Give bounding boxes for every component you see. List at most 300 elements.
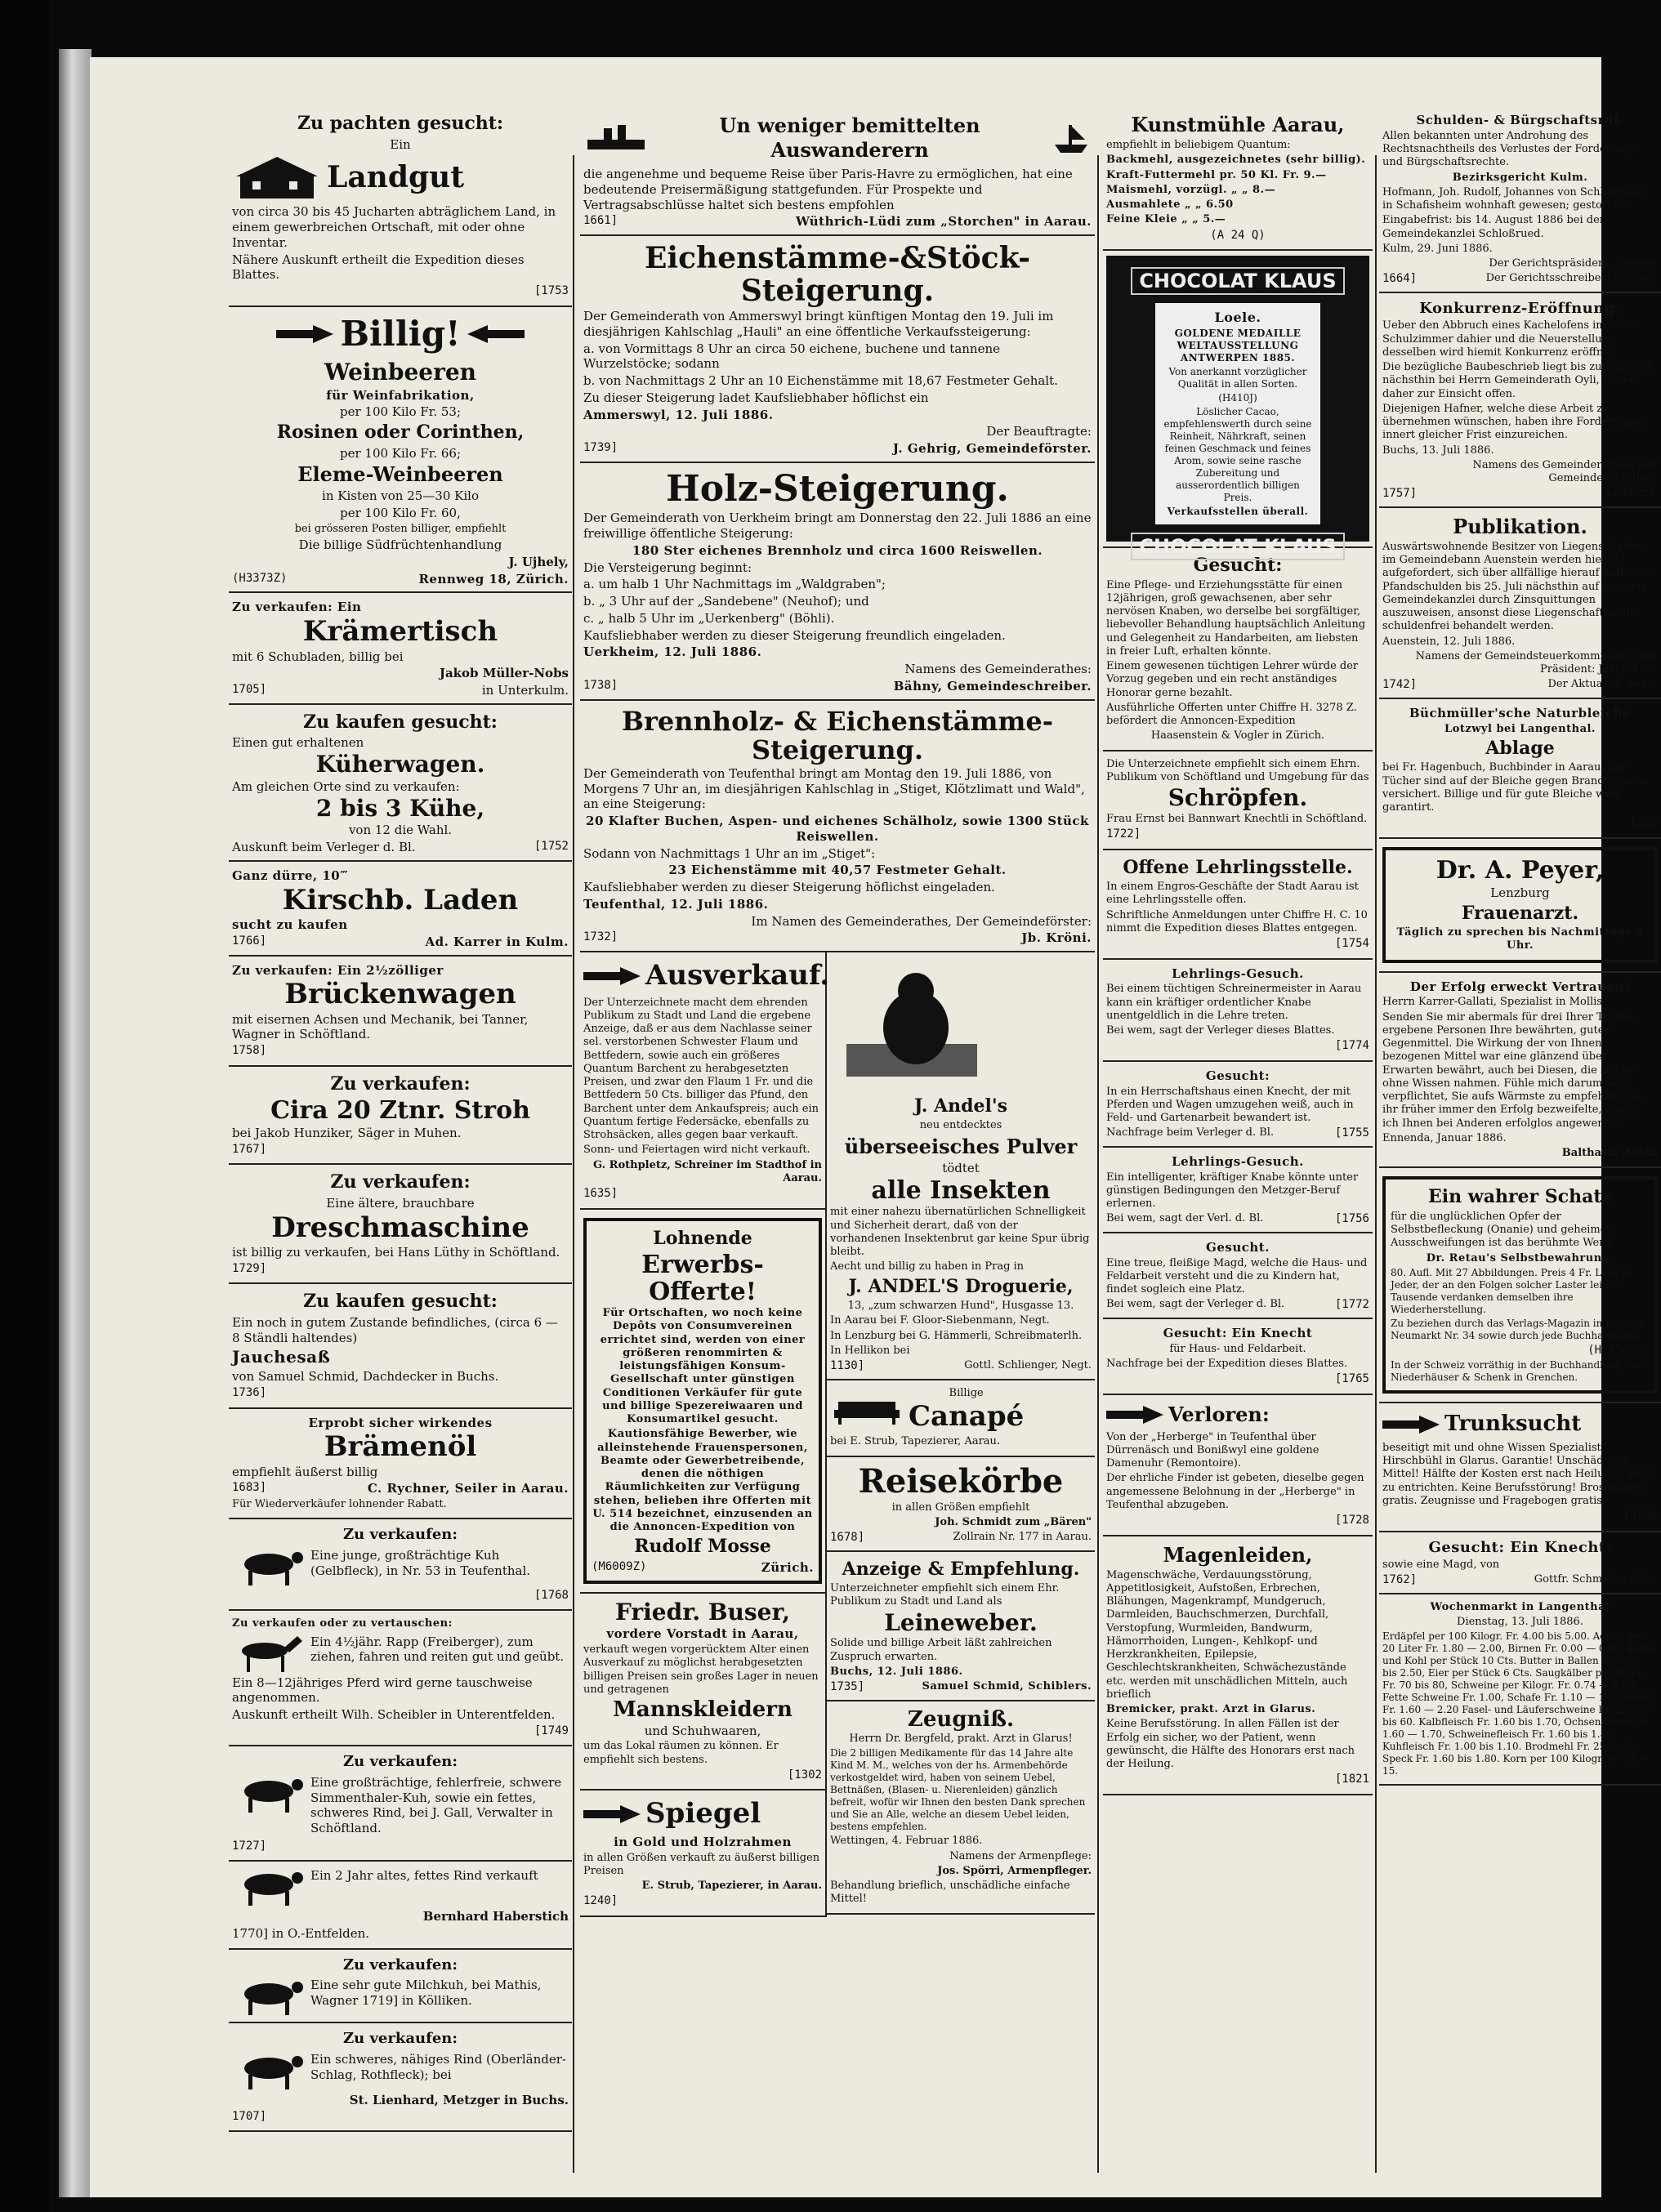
ad-signature: Bähny, Gemeindeschreiber.	[893, 678, 1092, 693]
brand-banner: CHOCOLAT KLAUS	[1131, 533, 1345, 560]
ad-peyer	[1379, 839, 1661, 973]
ad-body: Eine Pflege- und Erziehungsstätte für einen 12jährigen, groß gewachsenen, aber sehr nervösen Knaben, wo derselbe bei sorgfältiger, liebevoller Behandlung hauptsächlich Anleitung und Gelegenheit zu Handarbeiten, am liebsten in freier Luft, erhalten könnte.	[1106, 578, 1366, 658]
pointing-hand-right-icon	[583, 1805, 641, 1823]
ad-body: die angenehme und bequeme Reise über Paris-Havre zu ermöglichen, hat eine bedeutende Preisermäßigung stattgefunden. Für Prospekte und Vertragsabschlüsse haltet sich bestens empfohlen	[583, 167, 1073, 212]
pointing-hand-right-icon	[1382, 1416, 1440, 1434]
pointing-hand-right-icon	[1106, 1406, 1163, 1424]
ad-number: 1722]	[1106, 827, 1141, 841]
ad-body: Der Unterzeichnete macht dem ehrenden Publikum zu Stadt und Land die ergebene Anzeige, daß er aus dem Nachlasse seiner sel. verstorbenen Schwester Flaum und Bettfedern, sowie auch ein größeres Quantum Barchent zu herabgesetzten Preisen, und zwar den Flaum 1 Fr. und die Bettfedern 50 Cts. billiger das Pfund, den Barchent unter dem Ankaufspreis; auch ein Quantum fertige Federsäcke, ebenfalls zu Strohsäcken, alles gegen baar verkauft.	[583, 996, 819, 1142]
ad-code: (H3373Z)	[232, 571, 288, 585]
cow-icon	[232, 1546, 306, 1587]
ad-line: Billige	[949, 1386, 984, 1399]
ad-signature: G. Rothpletz, Schreiner im Stadthof in Aarau.	[592, 1158, 822, 1184]
ad-number: [1768	[534, 1588, 569, 1602]
ad-number: 1762]	[1382, 1573, 1418, 1587]
ad-heading: Zu verkaufen:	[342, 1753, 458, 1771]
dog-illustration-icon	[830, 962, 993, 1085]
column-rule	[1375, 155, 1377, 2173]
ad-number: 1683]	[232, 1481, 267, 1495]
ad-heading: Erprobt sicher wirkendes	[308, 1415, 493, 1430]
ad-signature: Bernhard Haberstich	[422, 1909, 569, 1924]
column-2-left	[580, 952, 830, 1917]
ad-buser	[580, 1594, 825, 1791]
ad-body: Ein schweres, nähiges Rind (Oberländer-Schlag, Rothfleck); bei	[310, 2051, 566, 2082]
ad-number: [1756	[1334, 1212, 1369, 1226]
ad-date: Kulm, 29. Juni 1886.	[1382, 242, 1493, 255]
ad-note: Nachfrage bei der Expedition dieses Blattes.	[1106, 1357, 1348, 1370]
ad-heading: Zu pachten gesucht:	[297, 113, 503, 134]
ad-canape	[827, 1380, 1095, 1457]
book-title: Dr. Retau's Selbstbewahrung.	[1426, 1251, 1614, 1264]
ad-body: beseitigt mit und ohne Wissen Spezialist Hirschbühl in Glarus. Garantie! Unschädliche Mittel! Hälfte der Kosten erst nach Heilung! Stets zu entrichten. Keine Berufsstörung! Broschüren gratis. Zeugnisse und Fragebogen gratis.	[1382, 1441, 1654, 1507]
ad-body: Ein 2 Jahr altes, fettes Rind verkauft	[310, 1868, 538, 1884]
ad-publikation	[1379, 508, 1661, 699]
ad-title: Landgut	[327, 160, 464, 195]
ad-body: In einem Engros-Geschäfte der Stadt Aarau ist eine Lehrlingsstelle offen.	[1106, 881, 1359, 907]
ad-title: Trunksucht	[1444, 1411, 1582, 1437]
ad-number: [1296	[1623, 1510, 1658, 1523]
ad-signature: Jakob Müller-Nobs	[439, 666, 569, 681]
ad-schuldenruf	[1379, 106, 1661, 293]
ad-signature: J. Gehrig, Gemeindeförster.	[892, 441, 1092, 457]
ad-title: Kunstmühle Aarau,	[1131, 113, 1345, 136]
ad-simmenthaler	[229, 1746, 572, 1862]
ad-body: Die Unterzeichnete empfiehlt sich einem Ehrn. Publikum von Schöftland und Umgebung für das	[1106, 757, 1369, 783]
ad-body: Diejenigen Hafner, welche diese Arbeit zu übernehmen wünschen, haben ihre Forderungen innert gleicher Frist einzureichen.	[1382, 402, 1647, 442]
ad-title: Brennholz- & Eichenstämme-Steigerung.	[622, 705, 1053, 765]
ad-line: Eleme-Weinbeeren	[297, 462, 503, 487]
ad-line: Mannskleidern	[613, 1697, 793, 1723]
ad-line: Feine Kleie „ „ 5.—	[1106, 213, 1226, 226]
column-2	[580, 106, 1095, 2165]
ad-note: Auskunft ertheilt Wilh. Scheibler in Unterentfelden.	[232, 1707, 556, 1723]
pointing-hand-left-icon	[467, 325, 525, 343]
ad-metzger-lehrling	[1103, 1148, 1373, 1233]
ad-date: Wettingen, 4. Februar 1886.	[830, 1835, 983, 1848]
ad-ausverkauf	[580, 952, 830, 1209]
ad-heading: Zu verkaufen:	[342, 1956, 458, 1973]
ad-role: Der Aktuar: F. Senn.	[1547, 678, 1658, 691]
ad-title: 2 bis 3 Kühe,	[315, 794, 485, 822]
ad-body: von Samuel Schmid, Dachdecker in Buchs.	[232, 1369, 499, 1385]
ad-note: Keine Berufsstörung. In allen Fällen ist der Erfolg ein sicher, wo der Patient, wenn gewünscht, die Hälfte des Honorars erst nach der Heilung.	[1106, 1718, 1355, 1771]
ad-brueckenwagen	[229, 957, 572, 1067]
ad-number: 1735]	[830, 1680, 865, 1694]
ad-line: 23 Eichenstämme mit 40,57 Festmeter Gehalt.	[668, 863, 1007, 878]
ad-signature: Haasenstein & Vogler in Zürich.	[1150, 729, 1325, 743]
ad-number: 1738]	[583, 678, 618, 692]
ad-role: Namens des Gemeinderathes: Der Gemeindeschreiber:	[1472, 458, 1658, 484]
ad-body: Senden Sie mir abermals für drei Ihrer Trunke ergebene Personen Ihre bewährten, guten Gegenmittel. Die Wirkung der von Ihnen bezogenen Mittel war eine glänzend über Erwarten bewährt, auch bei Diesen, die solche ohne Wissen nahmen. Fühle mich darum sehr verpflichtet, Sie aufs Wärmste zu empfehlen, als ihr früher immer den Erfolg bezweifelte, indem ich Ihnen bei Anderen erfolglos angewendet.	[1382, 1010, 1643, 1130]
ad-number: [1754	[1334, 937, 1369, 951]
pointing-hand-right-icon	[583, 967, 641, 985]
ad-signature: Jos. Spörri, Armenpfleger.	[937, 1864, 1092, 1877]
ad-number: 1635]	[583, 1187, 618, 1201]
ad-signature: Jb. Kröni.	[1021, 930, 1092, 946]
column-2-right	[827, 952, 1095, 1917]
ad-naturbleiche	[1379, 699, 1661, 839]
ad-gesucht-pflege	[1103, 548, 1373, 751]
ad-number: [1821	[1334, 1773, 1369, 1786]
ad-code: (M6009Z)	[592, 1559, 647, 1573]
ad-title: Canapé	[909, 1399, 1025, 1433]
ad-body: Eine treue, fleißige Magd, welche die Haus- und Feldarbeit versteht und die zu Kindern hat, findet sogleich eine Platz.	[1106, 1256, 1368, 1296]
ad-body: mit eisernen Achsen und Mechanik, bei Tanner, Wagner in Schöftland.	[232, 1011, 529, 1042]
brand-banner: CHOCOLAT KLAUS	[1131, 267, 1345, 295]
ad-body: Eine sehr gute Milchkuh, bei Mathis, Wagner 1719] in Kölliken.	[310, 1978, 542, 2009]
ad-braemenoel	[229, 1409, 572, 1520]
ad-dreschmaschine	[229, 1165, 572, 1284]
ad-number: [1772	[1334, 1298, 1369, 1312]
ad-line: überseeisches Pulver	[844, 1134, 1078, 1158]
ad-title: Schulden- & Bürgschaftsruf.	[1416, 113, 1624, 127]
ad-body: Erdäpfel per 100 Kilogr. Fr. 4.00 bis 5.00. Aepfel per 20 Liter Fr. 1.80 — 2.00, Birnen Fr. 0.00 — 0.00, Kabis und Kohl per Stück 10 Cts. Butter in Ballen Fr. 2.20 bis 2.50, Eier per Stück 6 Cts. Saugkälber per Stück Fr. 70 bis 80, Schweine per Kilogr. Fr. 0.74 — 0.80. Fette Schweine Fr. 1.00, Schafe Fr. 1.10 — 1.20 Ferkel Fr. 1.60 — 2.20 Fasel- und Läuferschweine Fr. 22 — 27 bis 60. Kalbfleisch Fr. 1.60 bis 1.70, Ochsenfleisch Fr. 1.60 — 1.70, Schweinefleisch Fr. 1.60 bis 1.80, Kuhfleisch Fr. 1.00 bis 1.10. Brodmehl Fr. 25 — 36. Speck Fr. 1.60 bis 1.80. Korn per 100 Kilogr. Fr. 14 — 15.	[1382, 1630, 1656, 1777]
ad-line: alle Insekten	[871, 1176, 1051, 1206]
ad-body: empfiehlt in beliebigem Quantum:	[1106, 139, 1291, 151]
ad-knecht-feldarbeit	[1103, 1319, 1373, 1395]
ad-note: Aecht und billig zu haben in Prag in	[830, 1260, 1025, 1273]
cow-icon	[232, 1976, 306, 2017]
ad-body: Kautionsfähige Bewerber, wie alleinstehende Frauenspersonen, Beamte oder Gewerbetreibende, denen die nöthigen Räumlichkeiten zur Verfügung stehen, belieben ihre Offerten mit U. 514 bezeichnet, einzusenden an die Annoncen-Expedition von	[592, 1428, 813, 1534]
cow-icon	[232, 1866, 306, 1907]
ad-brennholz	[580, 701, 1095, 953]
ad-signature: Gottfr. Schmid in Suhr.	[1534, 1573, 1658, 1586]
ad-heading: Zu verkaufen:	[342, 2030, 458, 2048]
ad-note: Kaufsliebhaber werden zu dieser Steigerung höflichst eingeladen.	[583, 880, 995, 895]
ad-body: mit 6 Schubladen, billig bei	[232, 649, 404, 664]
ad-subtitle: Lotzwyl bei Langenthal.	[1444, 722, 1596, 735]
column-4	[1379, 106, 1661, 2165]
ad-body: Ein intelligenter, kräftiger Knabe könnte unter günstigen Bedingungen den Metzger-Beruf erlernen.	[1106, 1171, 1359, 1211]
ad-number: [1302	[787, 1768, 822, 1782]
cow-icon	[232, 1773, 306, 1814]
ad-number: 1705]	[232, 683, 267, 697]
ad-body: Ein noch in gutem Zustande befindliches, (circa 6 — 8 Ständli haltendes)	[232, 1314, 558, 1345]
ad-heading: Zu verkaufen oder zu vertauschen:	[232, 1617, 453, 1630]
ad-title: Spiegel	[645, 1797, 761, 1831]
ad-signature: Bremicker, prakt. Arzt in Glarus.	[1106, 1703, 1316, 1716]
ad-title: Dreschmaschine	[271, 1211, 529, 1244]
ad-title: Lehrlings-Gesuch.	[1172, 1153, 1304, 1169]
ad-kunstmuehle	[1103, 106, 1373, 251]
ad-body: für die unglücklichen Opfer der Selbstbefleckung (Onanie) und geheimen Ausschweifungen ist das berühmte Werk:	[1391, 1210, 1614, 1250]
ad-number: 1661]	[583, 214, 618, 228]
ad-heading: Zu kaufen gesucht:	[303, 1291, 498, 1313]
ad-body: Herrn Dr. Bergfeld, prakt. Arzt in Glarus!	[849, 1733, 1073, 1746]
ad-holz-steigerung	[580, 463, 1095, 701]
ad-stroh	[229, 1067, 572, 1166]
ad-heading: Zu verkaufen:	[330, 1073, 471, 1095]
ad-lehrlings-gesuch	[1103, 960, 1373, 1062]
ad-body: Eingabefrist: bis 14. August 1886 bei der Gemeindekanzlei Schloßrued.	[1382, 214, 1605, 240]
ad-title: Jauchesaß	[232, 1347, 331, 1367]
ad-number: 1240]	[583, 1894, 618, 1908]
ad-note: Schriftliche Anmeldungen unter Chiffre H. C. 10 nimmt die Expedition dieses Blattes entgegen.	[1106, 908, 1368, 934]
ad-number: 1707]	[232, 2109, 267, 2123]
ad-signature: Balthasar Aebli.	[1561, 1147, 1658, 1159]
ad-note: Ausführliche Offerten unter Chiffre H. 3278 Z. befördert die Annoncen-Expedition	[1106, 701, 1357, 727]
ad-kuh	[229, 1519, 572, 1611]
column-rule	[1097, 155, 1099, 2173]
ad-title: Gesucht: Ein Knecht	[1163, 1325, 1313, 1340]
ad-chocolat-klaus	[1103, 251, 1373, 558]
ad-body: bei Fr. Hagenbuch, Buchbinder in Aarau. Die Tücher sind auf der Bleiche gegen Brandschaden versichert. Billige und für gute Bleiche wird garantirt.	[1382, 761, 1650, 814]
ad-line: per 100 Kilo Fr. 53;	[339, 404, 462, 420]
sofa-icon	[830, 1394, 904, 1426]
ad-title: Reisekörbe	[858, 1461, 1064, 1501]
ad-title: Lehrlings-Gesuch.	[1172, 966, 1304, 981]
ad-place: Lenzburg	[1490, 885, 1550, 900]
ad-line: 180 Ster eichenes Brennholz und circa 1600 Reiswellen.	[632, 542, 1043, 558]
ad-number: 1742]	[1382, 678, 1418, 692]
ad-auswanderer	[580, 106, 1095, 236]
ad-date: Auenstein, 12. Juli 1886.	[1382, 635, 1516, 648]
ad-rind-oberlaender	[229, 2023, 572, 2132]
ad-number: [1752	[534, 840, 569, 854]
ad-billig	[229, 307, 572, 594]
ad-line: Rosinen oder Corinthen,	[276, 421, 525, 444]
ad-line: Backmehl, ausgezeichnetes (sehr billig).	[1106, 154, 1366, 167]
ad-number: 1729]	[232, 1261, 267, 1275]
ad-subtitle: sucht zu kaufen	[232, 917, 348, 933]
ad-title: Friedr. Buser,	[615, 1598, 790, 1626]
ad-title: Erwerbs-Offerte!	[641, 1251, 764, 1307]
ad-body: verkauft wegen vorgerücktem Alter einen Ausverkauf zu möglichst herabgesetzten billigen Preisen sein großes Lager in neuen und getragenen	[583, 1643, 819, 1696]
ad-signature: C. Rychner, Seiler in Aarau.	[367, 1481, 569, 1496]
ad-number: [1753	[534, 284, 569, 297]
ad-body: ist billig zu verkaufen, bei Hans Lüthy in Schöftland.	[232, 1245, 560, 1260]
ad-body: Solide und billige Arbeit läßt zahlreichen Zuspruch erwarten.	[830, 1637, 1052, 1663]
ad-number: 1736]	[232, 1386, 267, 1400]
ship-icon	[1051, 122, 1092, 154]
ad-reisekoerbe	[827, 1457, 1095, 1552]
ad-title: Cira 20 Ztnr. Stroh	[270, 1096, 530, 1126]
ad-line: tödtet	[942, 1160, 980, 1175]
ad-note: Täglich zu sprechen bis Nachmittags 2 Uhr.	[1396, 926, 1644, 952]
ad-address: Zollrain Nr. 177 in Aarau.	[953, 1531, 1092, 1544]
ad-body: in allen Größen empfiehlt	[891, 1501, 1030, 1514]
ad-note: Auskunft beim Verleger d. Bl.	[232, 840, 416, 855]
ad-body: Ueber den Abbruch eines Kachelofens im obern Schulzimmer dahier und die Neuerstellung desselben wird hiemit Konkurrenz eröffnet.	[1382, 319, 1641, 359]
ad-kirschbaum	[229, 862, 572, 957]
ad-title: Büchmüller'sche Naturbleiche	[1409, 705, 1632, 720]
ad-number: 1757]	[1382, 487, 1418, 501]
ad-number: [1765	[1334, 1372, 1369, 1386]
ad-role: Der Gerichtspräsident: Steiner.	[1489, 257, 1658, 270]
ad-number: [1749	[534, 1724, 569, 1737]
ad-body: Ein 4½jähr. Rapp (Freiberger), zum ziehen, fahren und reiten gut und geübt.	[310, 1634, 565, 1665]
ad-body: Auswärtswohnende Besitzer von Liegenschaften im Gemeindebann Auenstein werden hiemit aufgefordert, sich über allfällige hierauf haftende Pfandschulden bis 25. Juli nächsthin auf hiesiger Gemeindekanzlei durch Zinsquittungen auszuweisen, ansonst diese Liegenschaften als schuldenfrei behandelt werden.	[1382, 540, 1650, 633]
ad-body: bei Jakob Hunziker, Säger in Muhen.	[232, 1126, 462, 1141]
ad-number: 1732]	[583, 930, 618, 944]
column-rule	[573, 155, 574, 2173]
ad-title: Gesucht: Ein Knecht,	[1428, 1538, 1612, 1556]
ad-knecht-magd	[1379, 1532, 1661, 1594]
ad-body: Löslicher Cacao, empfehlenswerth durch seine Reinheit, Nährkraft, seinen feinen Geschmack und feines Arom, sowie seine rasche Zubereitung und ausserordentlich billigen Preis.	[1163, 406, 1312, 503]
ad-title: Gesucht:	[1205, 1068, 1270, 1083]
ad-body: in allen Größen verkauft zu äußerst billigen Preisen	[583, 1851, 820, 1877]
ad-subtitle: Frauenarzt.	[1461, 902, 1579, 924]
ad-note: Bei wem, sagt der Verl. d. Bl.	[1106, 1212, 1264, 1225]
ad-role: Der Beauftragte:	[986, 424, 1092, 439]
ad-eichenstaemme	[580, 236, 1095, 463]
ad-line: Maismehl, vorzügl. „ „ 8.—	[1106, 183, 1276, 196]
ad-signature: Joh. Schmidt zum „Bären"	[935, 1515, 1092, 1528]
ad-body: Einem gewesenen tüchtigen Lehrer würde der Vorzug gegeben und ein recht anständiges Honorar gerne bezahlt.	[1106, 660, 1359, 699]
ad-title: Verloren:	[1168, 1402, 1270, 1426]
ad-body: Bei einem tüchtigen Schreinermeister in Aarau kann ein kräftiger ordentlicher Knabe unentgeldlich in die Lehre treten.	[1106, 983, 1362, 1022]
ad-address: Rennweg 18, Zürich.	[418, 571, 569, 586]
ad-place: In Aarau bei F. Gloor-Siebenmann, Negt.	[830, 1314, 1050, 1327]
ad-line: Ausmahlete „ „ 6.50	[1106, 198, 1234, 211]
ad-line: 20 Klafter Buchen, Aspen- und eichenes Schälholz, sowie 1300 Stück Reiswellen.	[586, 814, 1089, 844]
ad-note: Nachfrage beim Verleger d. Bl.	[1106, 1126, 1275, 1139]
ad-body: sowie eine Magd, von	[1382, 1559, 1500, 1571]
ad-number: [396	[1630, 816, 1658, 830]
ad-title: Der Erfolg erweckt Vertrauen!	[1409, 979, 1631, 994]
ad-signature: Wüthrich-Lüdi zum „Storchen" in Aarau.	[796, 214, 1092, 230]
ad-rind	[229, 1862, 572, 1950]
ad-address: 13, „zum schwarzen Hund", Husgasse 13.	[847, 1300, 1074, 1313]
ad-signature: Lienhard.	[1605, 487, 1658, 500]
ad-number: 1727]	[232, 1839, 267, 1853]
ad-andel-pulver	[827, 952, 1095, 1380]
steamship-icon	[583, 122, 649, 154]
ad-line: per 100 Kilo Fr. 66;	[339, 445, 462, 461]
ad-item: a. um halb 1 Uhr Nachmittags im „Waldgraben";	[583, 577, 886, 592]
ad-body: um das Lokal räumen zu können. Er empfiehlt sich bestens.	[583, 1740, 779, 1766]
ad-knecht-gesucht	[1103, 1062, 1373, 1148]
ad-body: Eine ältere, brauchbare	[326, 1195, 475, 1211]
ad-role: Namens der Gemeindsteuerkommission, Der Präsident: Jakob Frei.	[1415, 649, 1658, 676]
ad-note: Bei wem, sagt der Verleger d. Bl.	[1106, 1298, 1285, 1311]
ad-body: mit einer nahezu übernatürlichen Schnelligkeit und Sicherheit derart, daß von der vorhandenen Insektenbrut gar keine Spur übrig bleibt.	[830, 1206, 1090, 1259]
ad-title: Brückenwagen	[284, 978, 516, 1011]
ad-body: Der Gemeinderath von Ammerswyl bringt künftigen Montag den 19. Juli im diesjährigen Kahlschlag „Hauli" an eine öffentliche Verkaufssteigerung:	[583, 309, 1054, 339]
ad-title: Brämenöl	[324, 1430, 477, 1464]
ad-line: Die billige Südfrüchtenhandlung	[298, 537, 502, 553]
ad-place: In Lenzburg bei G. Hämmerli, Schreibmaterlh.	[830, 1329, 1083, 1342]
ad-title: Gesucht:	[1193, 555, 1283, 576]
ad-kueherwagen	[229, 705, 572, 862]
ad-signature: Rudolf Mosse	[634, 1536, 771, 1558]
ad-title: Eichenstämme-&Stöck-Steigerung.	[644, 241, 1031, 308]
ad-erwerbs-offerte	[580, 1210, 825, 1594]
ad-magd-gesucht	[1103, 1233, 1373, 1319]
ad-item: a. von Vormittags 8 Uhr an circa 50 eichene, buchene und tannene Wurzelstöcke; sodann	[583, 341, 1001, 372]
ad-title: Offene Lehrlingsstelle.	[1123, 856, 1353, 878]
ad-number: [1728	[1334, 1514, 1369, 1527]
ad-body: von circa 30 bis 45 Jucharten abträglichem Land, in einem gewerbreichen Ortschaft, mit oder ohne Inventar.	[232, 204, 556, 250]
ad-heading: Zu verkaufen:	[342, 1526, 458, 1544]
ad-title: Küherwagen.	[315, 751, 485, 778]
ad-note: Für Wiederverkäufer lohnender Rabatt.	[232, 1498, 447, 1511]
ad-milchkuh	[229, 1950, 572, 2024]
ad-body: Die bezügliche Baubeschrieb liegt bis zum 23. Juli nächsthin bei Herrn Gemeinderath Oyli, Gerber daher zur Einsicht offen.	[1382, 361, 1654, 400]
pointing-hand-right-icon	[276, 325, 333, 343]
ad-subtitle: Bezirksgericht Kulm.	[1452, 171, 1588, 184]
ad-role: Namens des Gemeinderathes:	[904, 662, 1092, 677]
ad-body: Der ehrliche Finder ist gebeten, dieselbe gegen angemessene Belohnung in der „Herberge" in Teufenthal abzugeben.	[1106, 1472, 1364, 1511]
ad-verloren	[1103, 1395, 1373, 1536]
ad-body: 80. Aufl. Mit 27 Abbildungen. Preis 4 Fr. Lese es Jeder, der an den Folgen solcher Laster leidet. Tausende verdanken demselben ihre Wiederherstellung.	[1391, 1266, 1632, 1315]
ad-title: Magenleiden,	[1163, 1542, 1313, 1567]
ad-note: Bei wem, sagt der Verleger dieses Blattes.	[1106, 1024, 1335, 1037]
ad-title: Publikation.	[1453, 514, 1587, 538]
ad-title: Holz-Steigerung.	[666, 467, 1009, 510]
ad-body: bei E. Strub, Tapezierer, Aarau.	[830, 1435, 1001, 1448]
ad-date: Ammerswyl, 12. Juli 1886.	[583, 407, 774, 422]
ad-body: Magenschwäche, Verdauungsstörung, Appetitlosigkeit, Aufstoßen, Erbrechen, Blähungen, Magenkrampf, Mundgeruch, Darmleiden, Bauchschmerzen, Durchfall, Verstopfung, Wurmleiden, Bandwurm, Hämorrhoiden, Lungen-, Kehlkopf- und Herzkrankheiten, Epilepsie, Geschlechtskrankheiten, Schwächezustände etc. werden mit unschädlichen Mitteln, auch brieflich	[1106, 1568, 1348, 1701]
column-3	[1103, 106, 1373, 2165]
ad-note: Kaufsliebhaber werden zu dieser Steigerung freundlich eingeladen.	[583, 627, 1006, 643]
ad-place: 1770] in O.-Entfelden.	[232, 1926, 370, 1942]
book-binding	[59, 49, 92, 2197]
ad-store: J. ANDEL'S Droguerie,	[848, 1275, 1074, 1297]
ad-body: Unterzeichneter empfiehlt sich einem Ehr. Publikum zu Stadt und Land als	[830, 1582, 1060, 1608]
ad-line: bei grösseren Posten billiger, empfiehlt	[294, 522, 507, 535]
ad-signature: Samuel Schmid, Schiblers.	[922, 1680, 1092, 1693]
ad-signature: Frau Ernst bei Bannwart Knechtli in Schöftland.	[1106, 812, 1368, 825]
ad-note: Behandlung brieflich, unschädliche einfache Mittel!	[830, 1880, 1070, 1906]
ad-role: Namens der Armenpflege:	[949, 1849, 1092, 1862]
ad-title: Un weniger bemittelten Auswanderern	[719, 114, 980, 162]
ad-role: Der Gerichtsschreiber: Bolliger.	[1485, 272, 1658, 285]
ad-heading: Zu verkaufen:	[330, 1171, 471, 1193]
ad-note: Sonn- und Feiertagen wird nicht verkauft.	[583, 1144, 810, 1157]
ad-body: Von anerkannt vorzüglicher Qualität in allen Sorten.	[1168, 366, 1307, 390]
ad-line: Weinbeeren	[324, 358, 477, 386]
ad-lehrlingsstelle	[1103, 850, 1373, 960]
ad-heading: Zu verkaufen: Ein	[232, 600, 362, 615]
ad-code: (H 35000)	[1587, 1343, 1650, 1357]
ad-body: Der Gemeinderath von Teufenthal bringt am Montag den 19. Juli 1886, von Morgens 7 Uhr an, im diesjährigen Kahlschlag in „Stiget, Klötzlimatt und Wald", an eine Steigerung:	[583, 765, 1085, 812]
ad-line: Die Versteigerung beginnt:	[583, 560, 752, 575]
ad-body: Zu beziehen durch das Verlags-Magazin in Leipzig, Neumarkt Nr. 34 sowie durch jede Buchhandlung.	[1391, 1317, 1645, 1341]
ad-signature: St. Lienhard, Metzger in Buchs.	[349, 2092, 569, 2107]
ad-title: Gesucht.	[1206, 1239, 1270, 1255]
ad-title: Kirschb. Laden	[282, 883, 519, 916]
ad-note: Nähere Auskunft ertheilt die Expedition dieses Blattes.	[232, 252, 525, 283]
ad-note: In der Schweiz vorräthig in der Buchhandlung von Niederhäuser & Schenk in Grenchen.	[1391, 1359, 1643, 1384]
ad-magenleiden	[1103, 1536, 1373, 1795]
ad-trunksucht	[1379, 1403, 1661, 1532]
ad-body: Herrn Karrer-Gallati, Spezialist in Mollis.	[1382, 996, 1606, 1009]
ad-line: Sodann von Nachmittags 1 Uhr an im „Stiget":	[583, 845, 876, 861]
ad-number: 1767]	[232, 1142, 267, 1156]
ad-title: Dr. A. Peyer,	[1436, 855, 1605, 885]
ad-body: Eine großträchtige, fehlerfreie, schwere Simmenthaler-Kuh, sowie ein fettes, schweres Rind, bei J. Gall, Verwalter in Schöftland.	[310, 1774, 562, 1836]
ad-body: Für Ortschaften, wo noch keine Depôts von Consumvereinen errichtet sind, werden von einer größeren renommirten & leistungsfähigen Konsum-Gesellschaft unter günstigen Conditionen Verkäufer für gute und billige Spezereiwaaren und Konsumartikel gesucht.	[600, 1307, 806, 1426]
ad-code: (A 24 Q)	[1210, 228, 1266, 242]
ad-body: Die 2 billigen Medikamente für das 14 Jahre alte Kind M. M., welches von der hs. Armenbehörde verkostgeldet wird, haben von seinem Uebel, Bettnäßen, (Blasen- u. Nierenleiden) gänzlich befreit, wofür wir Ihnen den besten Dank sprechen und Sie an Alle, welche an diesem Uebel leiden, bestens empfehlen.	[830, 1747, 1086, 1833]
ad-subtitle: neu entdecktes	[919, 1119, 1002, 1132]
ad-body: empfiehlt äußerst billig	[232, 1464, 378, 1479]
ad-title: Anzeige & Empfehlung.	[842, 1558, 1080, 1580]
ad-date: Teufenthal, 12. Juli 1886.	[583, 896, 769, 912]
ad-title: Zeugniß.	[907, 1706, 1015, 1732]
ad-title: Krämertisch	[302, 615, 498, 649]
ad-body: Einen gut erhaltenen	[232, 735, 364, 751]
ad-pferd	[229, 1611, 572, 1746]
award-text: GOLDENE MEDAILLE WELTAUSSTELLUNG ANTWERPEN 1885.	[1174, 328, 1302, 363]
ad-code: (H410J)	[1218, 392, 1257, 404]
ad-date: Buchs, 13. Juli 1886.	[1382, 444, 1494, 457]
ad-body: Allen bekannten unter Androhung des Rechtsnachtheils des Verlustes der Forderungs- und Bürgschaftsrechte.	[1382, 129, 1641, 169]
ad-leineweber	[827, 1552, 1095, 1701]
horse-icon	[232, 1633, 306, 1674]
ad-item: b. „ 3 Uhr auf der „Sandebene" (Neuhof); und	[583, 594, 869, 609]
